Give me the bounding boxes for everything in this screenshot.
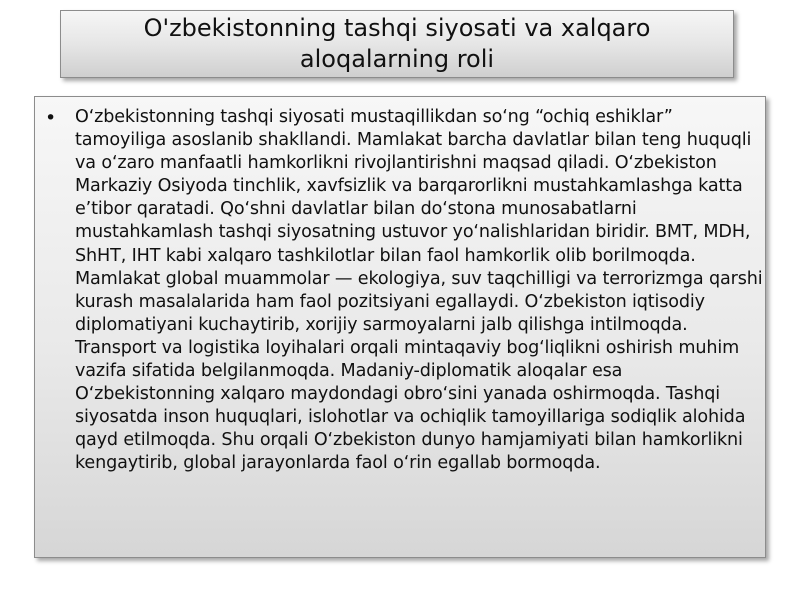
bullet-icon: • bbox=[45, 107, 57, 129]
slide-title-box bbox=[60, 10, 734, 78]
slide-content-box bbox=[34, 96, 766, 558]
slide-body-text: O‘zbekistonning tashqi siyosati mustaqillikdan so‘ng “ochiq eshiklar” tamoyiliga asoslanib shakllandi. Mamlakat barcha davlatlar bilan teng huquqli va o‘zaro manfaatli hamkorlikni rivojlantirishni maqsad qiladi. O‘zbekiston Markaziy Osiyoda tinchlik, xavfsizlik va barqarorlikni mustahkamlashga katta e’tibor qaratadi. Qo‘shni davlatlar bilan do‘stona munosabatlarni mustahkamlash tashqi siyosatning ustuvor yo‘nalishlaridan biridir. BMT, MDH, ShHT, IHT kabi xalqaro tashkilotlar bilan faol hamkorlik olib borilmoqda. Mamlakat global muammolar — ekologiya, suv taqchilligi va terrorizmga qarshi kurash masalalarida ham faol pozitsiyani egallaydi. O‘zbekiston iqtisodiy diplomatiyani kuchaytirib, xorijiy sarmoyalarni jalb qilishga intilmoqda. Transport va logistika loyihalari orqali mintaqaviy bog‘liqlikni oshirish muhim vazifa sifatida belgilanmoqda. Madaniy-diplomatik aloqalar esa O‘zbekistonning xalqaro maydondagi obro‘sini yanada oshirmoqda. Tashqi siyosatda inson huquqlari, islohotlar va ochiqlik tamoyillariga sodiqlik alohida qayd etilmoqda. Shu orqali O‘zbekiston dunyo hamjamiyati bilan hamkorlikni kengaytirib, global jarayonlarda faol o‘rin egallab bormoqda. bbox=[75, 107, 763, 474]
slide-title: O'zbekistonning tashqi siyosati va xalqaro aloqalarning roli bbox=[143, 14, 651, 73]
